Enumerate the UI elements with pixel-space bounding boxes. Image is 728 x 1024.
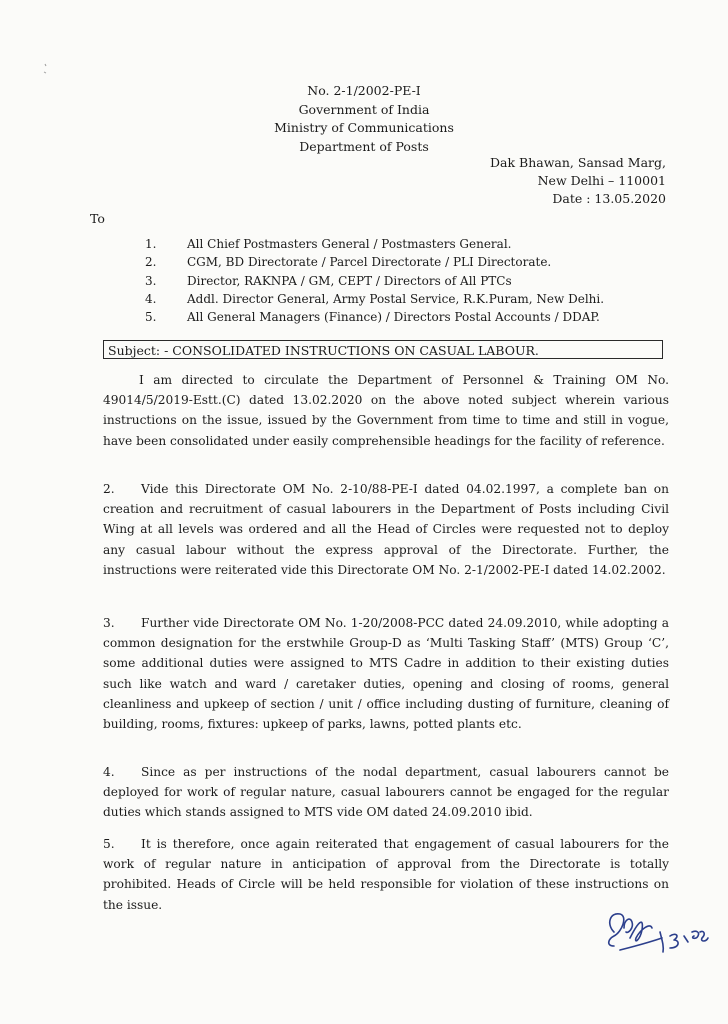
address-line-1: Dak Bhawan, Sansad Marg,	[490, 155, 666, 170]
recipient-number: 2.	[145, 255, 157, 270]
department-line: Department of Posts	[299, 138, 429, 154]
recipient-item	[145, 308, 685, 326]
recipient-item	[145, 253, 685, 271]
paragraph-number: 2.	[103, 482, 115, 496]
letter-header	[0, 82, 728, 156]
recipient-number: 3.	[145, 273, 157, 288]
paragraph-number: 3.	[103, 616, 115, 630]
recipient-number: 4.	[145, 291, 157, 306]
letter-date: Date : 13.05.2020	[552, 191, 666, 206]
paragraph-text: It is therefore, once again reiterated that engagement of casual labourers for the work of regular nature in anticipation of approval from the Directorate is totally prohibited. Heads of Circle will be held responsible for violation of these instructions on the issue.	[103, 837, 669, 912]
scan-mark	[40, 62, 50, 82]
paragraph-text: Further vide Directorate OM No. 1-20/2008-PCC dated 24.09.2010, while adopting a common designation for the erstwhile Group-D as ‘Multi Tasking Staff’ (MTS) Group ‘C’, some additional duties were assigned to MTS Cadre in addition to their existing duties such like watch and ward / caretaker duties, opening and closing of rooms, general cleanliness and upkeep of section / unit / office including dusting of furniture, cleaning of building, rooms, fixtures: upkeep of parks, lawns, potted plants etc.	[103, 616, 669, 732]
paragraph-text: Since as per instructions of the nodal department, casual labourers cannot be deployed for work of regular nature, casual labourers cannot be engaged for the regular duties which stands assigned to MTS vide OM dated 24.09.2010 ibid.	[103, 765, 669, 820]
recipient-text: All General Managers (Finance) / Directors Postal Accounts / DDAP.	[187, 310, 600, 325]
to-label: To	[90, 211, 105, 226]
subject-line: Subject: - CONSOLIDATED INSTRUCTIONS ON CASUAL LABOUR.	[103, 340, 663, 359]
recipient-number: 5.	[145, 310, 157, 325]
government-line: Government of India	[298, 101, 430, 117]
paragraph-number: 5.	[103, 837, 115, 851]
sender-address	[490, 154, 666, 208]
ministry-line: Ministry of Communications	[274, 120, 454, 135]
paragraph-text: Vide this Directorate OM No. 2-10/88-PE-I dated 04.02.1997, a complete ban on creation and recruitment of casual labourers in the Department of Posts including Civil Wing at all levels was ordered and all the Head of Circles were requested not to deploy any casual labour without the express approval of the Directorate. Further, the instructions were reiterated vide this Directorate OM No. 2-1/2002-PE-I dated 14.02.2002.	[103, 482, 669, 577]
paragraph-text: I am directed to circulate the Department of Personnel & Training OM No. 49014/5/2019-Estt.(C) dated 13.02.2020 on the above noted subject wherein various instructions on the issue, issued by the Government from time to time and still in vogue, have been consolidated under easily comprehensible headings for the facility of reference.	[103, 373, 669, 448]
recipient-number: 1.	[145, 237, 157, 251]
recipient-list	[145, 235, 685, 326]
paragraph-number: 4.	[103, 765, 115, 779]
paragraph-4	[103, 762, 669, 823]
file-number: No. 2-1/2002-PE-I	[307, 83, 421, 98]
paragraph-2	[103, 479, 669, 580]
paragraph-5	[103, 834, 669, 915]
recipient-item	[145, 272, 685, 290]
paragraph-1	[103, 370, 669, 451]
recipient-item	[145, 235, 685, 253]
address-line-2: New Delhi – 110001	[537, 173, 666, 188]
recipient-text: All Chief Postmasters General / Postmasters General.	[187, 237, 512, 251]
recipient-text: Addl. Director General, Army Postal Service, R.K.Puram, New Delhi.	[187, 291, 605, 306]
recipient-item	[145, 290, 685, 308]
recipient-text: Director, RAKNPA / GM, CEPT / Directors of All PTCs	[187, 273, 512, 288]
handwritten-signature	[600, 902, 710, 964]
recipient-text: CGM, BD Directorate / Parcel Directorate / PLI Directorate.	[187, 255, 552, 270]
paragraph-3	[103, 613, 669, 734]
